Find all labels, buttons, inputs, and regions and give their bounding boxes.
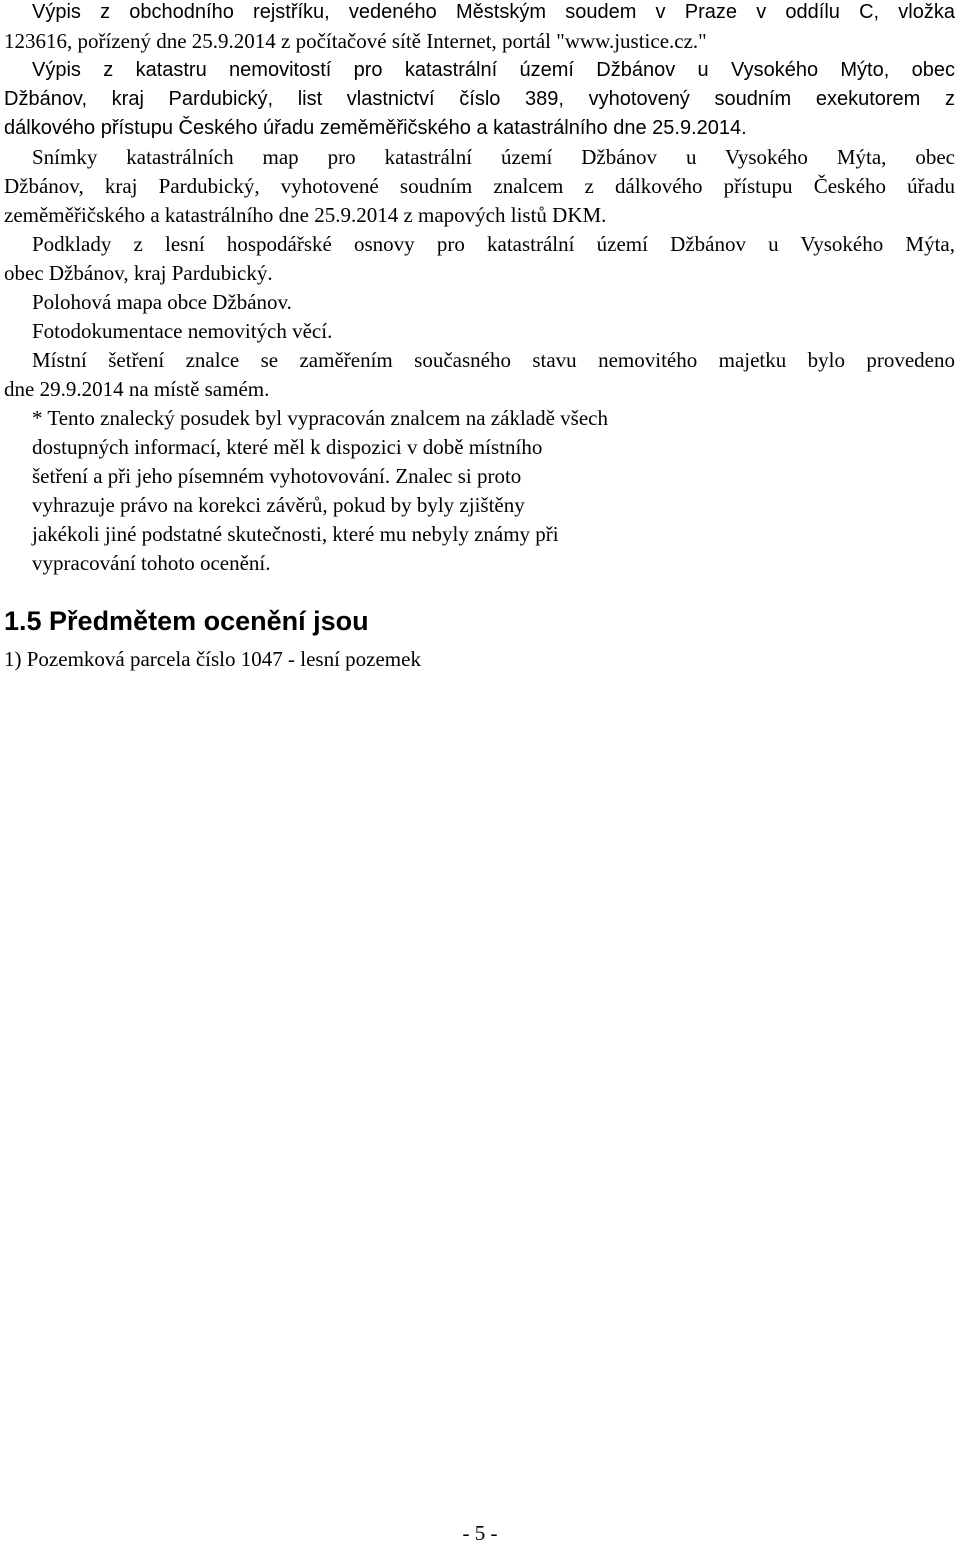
text-line: Výpis z obchodního rejstříku, vedeného Městským soudem v Praze v oddílu C, vložka — [32, 1, 955, 23]
text-line: zeměměřičského a katastrálního dne 25.9.2014 z mapových listů DKM. — [4, 203, 607, 227]
text-line: Místní šetření znalce se zaměřením současného stavu nemovitého majetku bylo provedeno — [32, 348, 955, 372]
note-line: jakékoli jiné podstatné skutečnosti, které mu nebyly známy při — [32, 522, 559, 546]
text-line: 123616, pořízený dne 25.9.2014 z počítačové sítě Internet, portál "www.justice.cz." — [4, 29, 707, 53]
note-line: dostupných informací, které měl k dispozici v době místního — [32, 435, 543, 459]
text-line: dne 29.9.2014 na místě samém. — [4, 377, 270, 401]
note-line: šetření a při jeho písemném vyhotovování. Znalec si proto — [32, 464, 522, 488]
text-line: Výpis z katastru nemovitostí pro katastrální území Džbánov u Vysokého Mýto, obec — [32, 59, 955, 81]
text-line: Džbánov, kraj Pardubický, list vlastnictví číslo 389, vyhotovený soudním exekutorem z — [4, 88, 955, 110]
page-number: - 5 - — [462, 1521, 498, 1545]
text-line: Podklady z lesní hospodářské osnovy pro katastrální území Džbánov u Vysokého Mýta, — [32, 232, 955, 256]
section-item: 1) Pozemková parcela číslo 1047 - lesní pozemek — [4, 647, 421, 671]
section-heading: 1.5 Předmětem ocenění jsou — [4, 606, 369, 636]
note-line: vyhrazuje právo na korekci závěrů, pokud by byly zjištěny — [32, 493, 525, 517]
text-line: obec Džbánov, kraj Pardubický. — [4, 261, 273, 285]
text-line: Snímky katastrálních map pro katastrální území Džbánov u Vysokého Mýta, obec — [32, 145, 955, 169]
note-line: vypracování tohoto ocenění. — [32, 551, 271, 575]
note-line: * Tento znalecký posudek byl vypracován znalcem na základě všech — [32, 406, 608, 430]
text-line: Džbánov, kraj Pardubický, vyhotovené soudním znalcem z dálkového přístupu Českého úřadu — [4, 174, 955, 198]
text-line: Fotodokumentace nemovitých věcí. — [32, 319, 333, 343]
text-line: Polohová mapa obce Džbánov. — [32, 290, 292, 314]
text-line: dálkového přístupu Českého úřadu zeměměřičského a katastrálního dne 25.9.2014. — [4, 117, 747, 139]
